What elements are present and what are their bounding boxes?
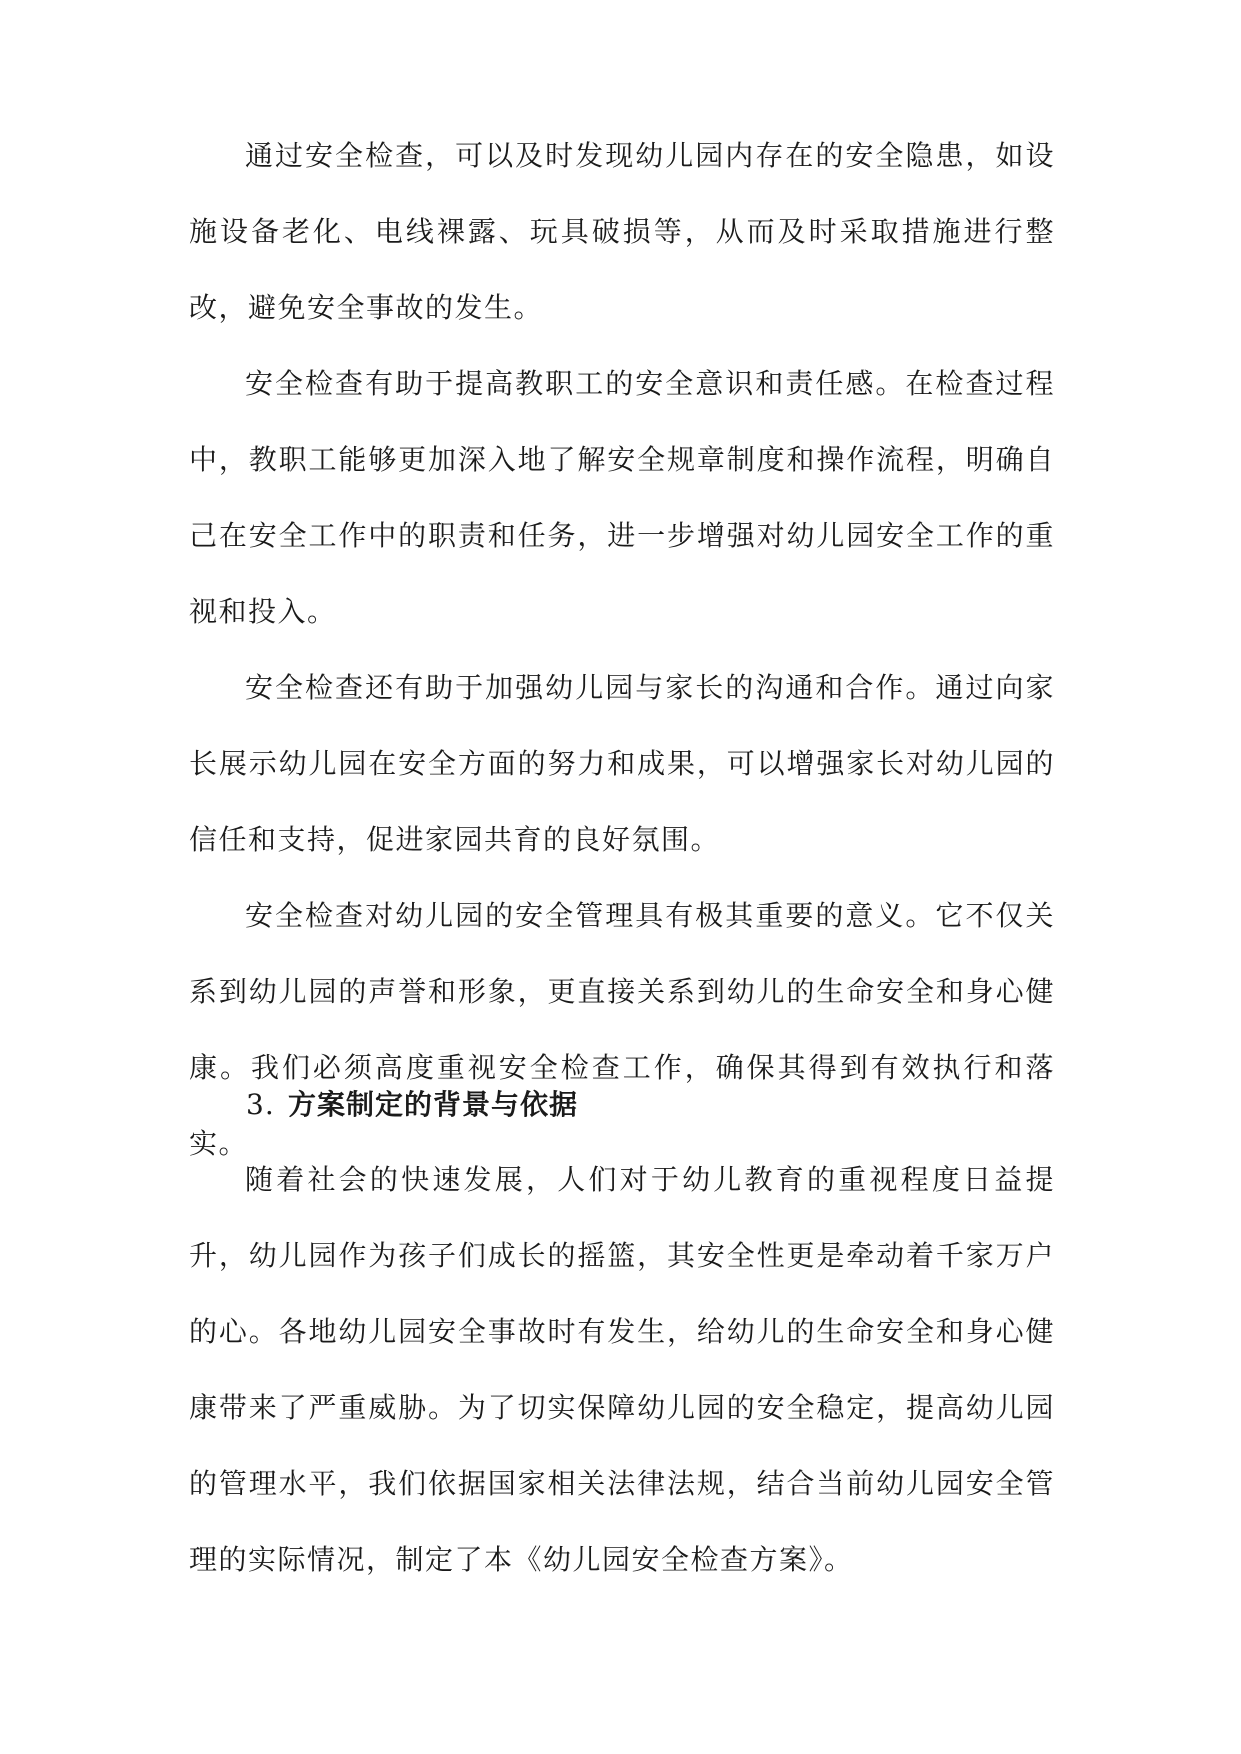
paragraph: 通过安全检查，可以及时发现幼儿园内存在的安全隐患，如设施设备老化、电线裸露、玩具破损等，从而及时采取措施进行整改，避免安全事故的发生。 <box>189 139 1055 324</box>
section-body-upper <box>189 118 1055 1182</box>
section-heading <box>246 1083 578 1123</box>
section-number: 3. <box>246 1088 275 1121</box>
section-body-lower <box>189 1142 1055 1598</box>
paragraph: 随着社会的快速发展，人们对于幼儿教育的重视程度日益提升，幼儿园作为孩子们成长的摇篮，其安全性更是牵动着千家万户的心。各地幼儿园安全事故时有发生，给幼儿的生命安全和身心健康带来了严重威胁。为了切实保障幼儿园的安全稳定，提高幼儿园的管理水平，我们依据国家相关法律法规，结合当前幼儿园安全管理的实际情况，制定了本《幼儿园安全检查方案》。 <box>189 1163 1055 1576</box>
paragraph: 安全检查对幼儿园的安全管理具有极其重要的意义。它不仅关系到幼儿园的声誉和形象，更直接关系到幼儿的生命安全和身心健康。我们必须高度重视安全检查工作，确保其得到有效执行和落实。 <box>189 899 1055 1160</box>
section-title: 方案制定的背景与依据 <box>288 1088 579 1121</box>
paragraph: 安全检查还有助于加强幼儿园与家长的沟通和合作。通过向家长展示幼儿园在安全方面的努力和成果，可以增强家长对幼儿园的信任和支持，促进家园共育的良好氛围。 <box>189 671 1055 856</box>
paragraph: 安全检查有助于提高教职工的安全意识和责任感。在检查过程中，教职工能够更加深入地了解安全规章制度和操作流程，明确自己在安全工作中的职责和任务，进一步增强对幼儿园安全工作的重视和投入。 <box>189 367 1055 628</box>
